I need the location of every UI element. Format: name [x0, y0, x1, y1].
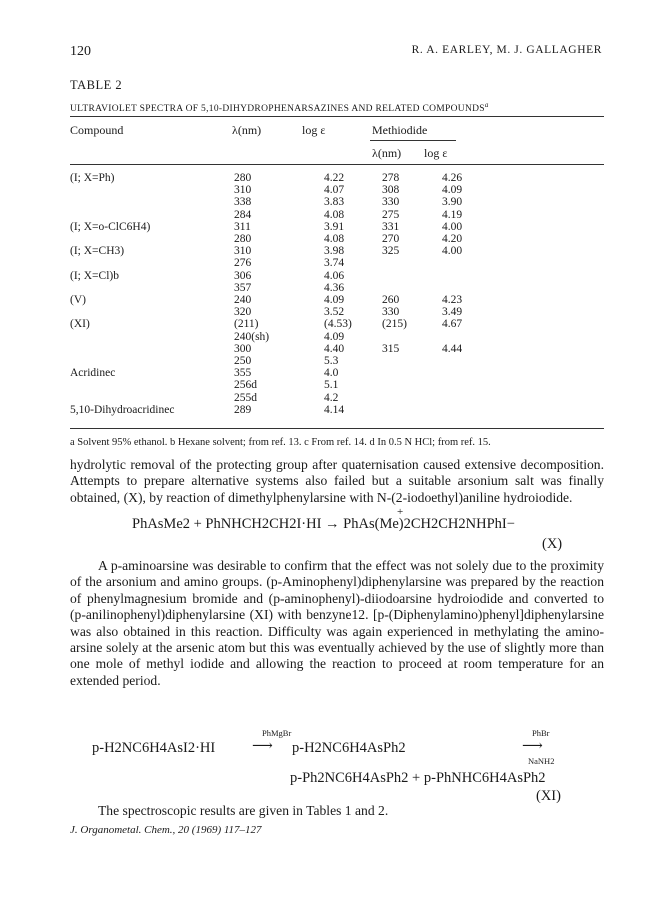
cell-compound: [70, 343, 216, 355]
cell-m-loge: [442, 367, 492, 379]
cell-compound: [70, 184, 216, 196]
table-row: [70, 270, 492, 282]
table-row: [70, 355, 492, 367]
cell-m-loge: 3.90: [442, 196, 463, 209]
cell-compound: (I; X=CH3): [70, 245, 125, 258]
running-header-authors: R. A. EARLEY, M. J. GALLAGHER: [411, 44, 602, 56]
cell-loge: 3.98: [324, 245, 345, 258]
cell-m-lambda: 260: [382, 294, 400, 307]
cell-m-lambda: 330: [382, 196, 400, 209]
cell-loge: 4.08: [324, 208, 345, 221]
cell-compound: [70, 331, 216, 343]
cell-lambda: 289: [234, 403, 252, 416]
cell-compound: (I; X=o-ClC6H4): [70, 220, 151, 233]
cell-loge: 4.36: [324, 281, 345, 294]
col-header-methiodide: Methiodide: [372, 123, 428, 137]
cell-loge: 4.09: [324, 330, 345, 343]
cell-compound: [70, 257, 216, 269]
cell-loge: 3.52: [324, 306, 345, 319]
cell-compound: [70, 209, 216, 221]
cell-compound: Acridinec: [70, 367, 116, 380]
cell-compound: (V): [70, 294, 86, 307]
cell-m-loge: 4.09: [442, 184, 463, 197]
equation-2-arrow-2: ⟶: [522, 738, 543, 754]
cell-loge: 5.1: [324, 379, 339, 392]
equation-2-label: (XI): [536, 788, 561, 804]
cell-lambda: 310: [234, 184, 252, 197]
cell-m-loge: 4.00: [442, 245, 463, 258]
cell-compound: [70, 233, 216, 245]
cell-lambda: 310: [234, 245, 252, 258]
table-row: [70, 245, 492, 257]
cell-lambda: 255d: [234, 391, 257, 404]
col-subheader-lambda: λ(nm): [372, 146, 402, 160]
cell-m-lambda: 308: [382, 184, 400, 197]
table-bottom-rule: [70, 428, 604, 429]
cell-m-loge: [442, 331, 492, 343]
table-row: [70, 404, 492, 416]
cell-compound: [70, 196, 216, 208]
cell-lambda: 240: [234, 294, 252, 307]
table-row: [70, 257, 492, 269]
cell-loge: 4.07: [324, 184, 345, 197]
equation-2-reagent-2-bottom: NaNH2: [528, 756, 555, 766]
cell-compound: [70, 379, 216, 391]
paragraph-2: A p-aminoarsine was desirable to confirm that the effect was not solely due to the proximity of the arsonium and amino groups. (p-Aminophenyl)diphenylarsine was prepared by the reaction of phenylmagnesium bromide and (p-aminophenyl)-diiodoarsine hydroiodide and converted to (p-anilinophenyl)diphenylarsine (XI) with benzyne12. [p-(Diphenylamino)phenyl]diphenylarsine was also obtained in this reaction. Difficulty was again experienced in methylating the amino-arsine solely at the arsenic atom but this was eventually achieved by the use of slightly more than one mole of methyl iodide and allowing the reaction to proceed at room temperature for an extended period.: [70, 558, 604, 688]
table-label: TABLE 2: [70, 78, 123, 92]
cell-m-lambda: 325: [382, 245, 400, 258]
cell-m-lambda: [376, 367, 442, 379]
cell-m-lambda: [376, 392, 442, 404]
equation-1-plus-sign: +: [397, 506, 404, 518]
table-row: [70, 196, 492, 208]
cell-m-loge: [442, 282, 492, 294]
cell-m-loge: 4.44: [442, 342, 463, 355]
table-row: [70, 221, 492, 233]
equation-2-reagent-1: PhMgBr: [262, 728, 292, 738]
cell-lambda: 357: [234, 281, 252, 294]
table-row: [70, 392, 492, 404]
cell-m-lambda: 275: [382, 208, 400, 221]
cell-compound: [70, 282, 216, 294]
cell-compound: [70, 392, 216, 404]
cell-m-lambda: [376, 257, 442, 269]
journal-reference: J. Organometal. Chem., 20 (1969) 117–127: [70, 824, 262, 836]
table-row: [70, 233, 492, 245]
equation-1-label: (X): [542, 536, 563, 552]
table-top-rule: [70, 116, 604, 117]
equation-2-reagent-2-top: PhBr: [532, 728, 550, 738]
table-row: [70, 331, 492, 343]
col-subheader-loge: log ε: [424, 146, 448, 160]
table-title-text: ULTRAVIOLET SPECTRA OF 5,10-DIHYDROPHENARSAZINES AND RELATED COMPOUNDS: [70, 104, 485, 115]
table-row: [70, 379, 492, 391]
cell-lambda: 338: [234, 196, 252, 209]
equation-2-reactant: p-H2NC6H4AsI2·HI: [92, 740, 216, 756]
methiodide-rule: [370, 140, 456, 141]
header-bottom-rule: [70, 164, 604, 165]
cell-lambda: 355: [234, 367, 252, 380]
cell-loge: 4.2: [324, 391, 339, 404]
table-row: [70, 209, 492, 221]
cell-m-lambda: [376, 331, 442, 343]
cell-loge: 4.0: [324, 367, 339, 380]
table-footnote: a Solvent 95% ethanol. b Hexane solvent; from ref. 13. c From ref. 14. d In 0.5 N HCl; from ref. 15.: [70, 437, 491, 448]
cell-m-lambda: [376, 404, 442, 416]
cell-lambda: 306: [234, 269, 252, 282]
cell-m-loge: 4.26: [442, 172, 463, 184]
equation-2-products: p-Ph2NC6H4AsPh2 + p-PhNHC6H4AsPh2: [290, 770, 546, 786]
table-row: [70, 282, 492, 294]
cell-lambda: 300: [234, 342, 252, 355]
cell-lambda: (211): [234, 318, 259, 331]
table-title: [70, 101, 489, 114]
cell-lambda: 276: [234, 257, 252, 270]
cell-lambda: 320: [234, 306, 252, 319]
table-row: [70, 294, 492, 306]
cell-loge: 4.06: [324, 269, 345, 282]
cell-m-lambda: [376, 379, 442, 391]
table-title-footnote-mark: a: [484, 101, 489, 109]
cell-m-lambda: 278: [382, 172, 400, 184]
cell-m-loge: 4.67: [442, 318, 463, 331]
cell-loge: 4.40: [324, 342, 345, 355]
cell-compound: 5,10-Dihydroacridinec: [70, 403, 175, 416]
cell-m-loge: 4.20: [442, 233, 463, 246]
equation-2-arrow-1: ⟶: [252, 738, 273, 754]
cell-compound: [70, 355, 216, 367]
cell-compound: (XI): [70, 318, 90, 331]
page-number: 120: [70, 44, 91, 59]
cell-lambda: 311: [234, 220, 251, 233]
cell-lambda: 284: [234, 208, 252, 221]
table-row: [70, 184, 492, 196]
cell-lambda: 256d: [234, 379, 257, 392]
cell-lambda: 240(sh): [234, 330, 270, 343]
cell-m-loge: [442, 379, 492, 391]
cell-compound: [70, 306, 216, 318]
cell-m-loge: [442, 355, 492, 367]
cell-m-lambda: [376, 355, 442, 367]
paragraph-1: hydrolytic removal of the protecting group after quaternisation caused extensive decomposition. Attempts to prepare alternative systems also failed but a suitable arsonium salt was finally obtained, (X), by reaction of dimethylphenylarsine with N-(2-iodoethyl)aniline hydroiodide.: [70, 457, 604, 505]
cell-loge: 3.83: [324, 196, 345, 209]
cell-m-lambda: 315: [382, 342, 400, 355]
cell-lambda: 280: [234, 172, 252, 184]
col-header-compound: Compound: [70, 123, 124, 137]
table-row: [70, 306, 492, 318]
uv-spectra-table: [70, 172, 492, 416]
cell-m-lambda: (215): [382, 318, 407, 331]
cell-m-loge: [442, 270, 492, 282]
cell-compound: (I; X=Cl)b: [70, 269, 119, 282]
cell-m-loge: 4.00: [442, 220, 463, 233]
cell-loge: 5.3: [324, 355, 339, 368]
table-body: [70, 172, 492, 416]
col-header-loge: log ε: [302, 123, 326, 137]
cell-loge: 3.74: [324, 257, 345, 270]
cell-m-lambda: [376, 270, 442, 282]
table-row: [70, 367, 492, 379]
cell-m-loge: 4.19: [442, 208, 463, 221]
equation-2-intermediate: p-H2NC6H4AsPh2: [292, 740, 406, 756]
table-row: [70, 172, 492, 184]
table-row: [70, 343, 492, 355]
cell-m-loge: [442, 392, 492, 404]
cell-m-loge: [442, 257, 492, 269]
cell-lambda: 250: [234, 355, 252, 368]
cell-loge: 4.22: [324, 172, 345, 184]
cell-loge: 4.09: [324, 294, 345, 307]
cell-m-lambda: [376, 282, 442, 294]
cell-m-lambda: 330: [382, 306, 400, 319]
cell-compound: (I; X=Ph): [70, 172, 115, 184]
cell-m-loge: 4.23: [442, 294, 463, 307]
cell-m-lambda: 331: [382, 220, 400, 233]
equation-1: PhAsMe2 + PhNHCH2CH2I·HI → PhAs(Me)2CH2CH2NHPhI−: [132, 516, 515, 532]
cell-loge: (4.53): [324, 318, 352, 331]
cell-lambda: 280: [234, 233, 252, 246]
table-row: [70, 318, 492, 330]
col-header-lambda: λ(nm): [232, 123, 262, 137]
cell-m-lambda: 270: [382, 233, 400, 246]
cell-loge: 4.08: [324, 233, 345, 246]
cell-m-loge: [442, 404, 492, 416]
cell-loge: 3.91: [324, 220, 345, 233]
paragraph-3: The spectroscopic results are given in Tables 1 and 2.: [98, 803, 389, 818]
cell-m-loge: 3.49: [442, 306, 463, 319]
cell-loge: 4.14: [324, 403, 345, 416]
